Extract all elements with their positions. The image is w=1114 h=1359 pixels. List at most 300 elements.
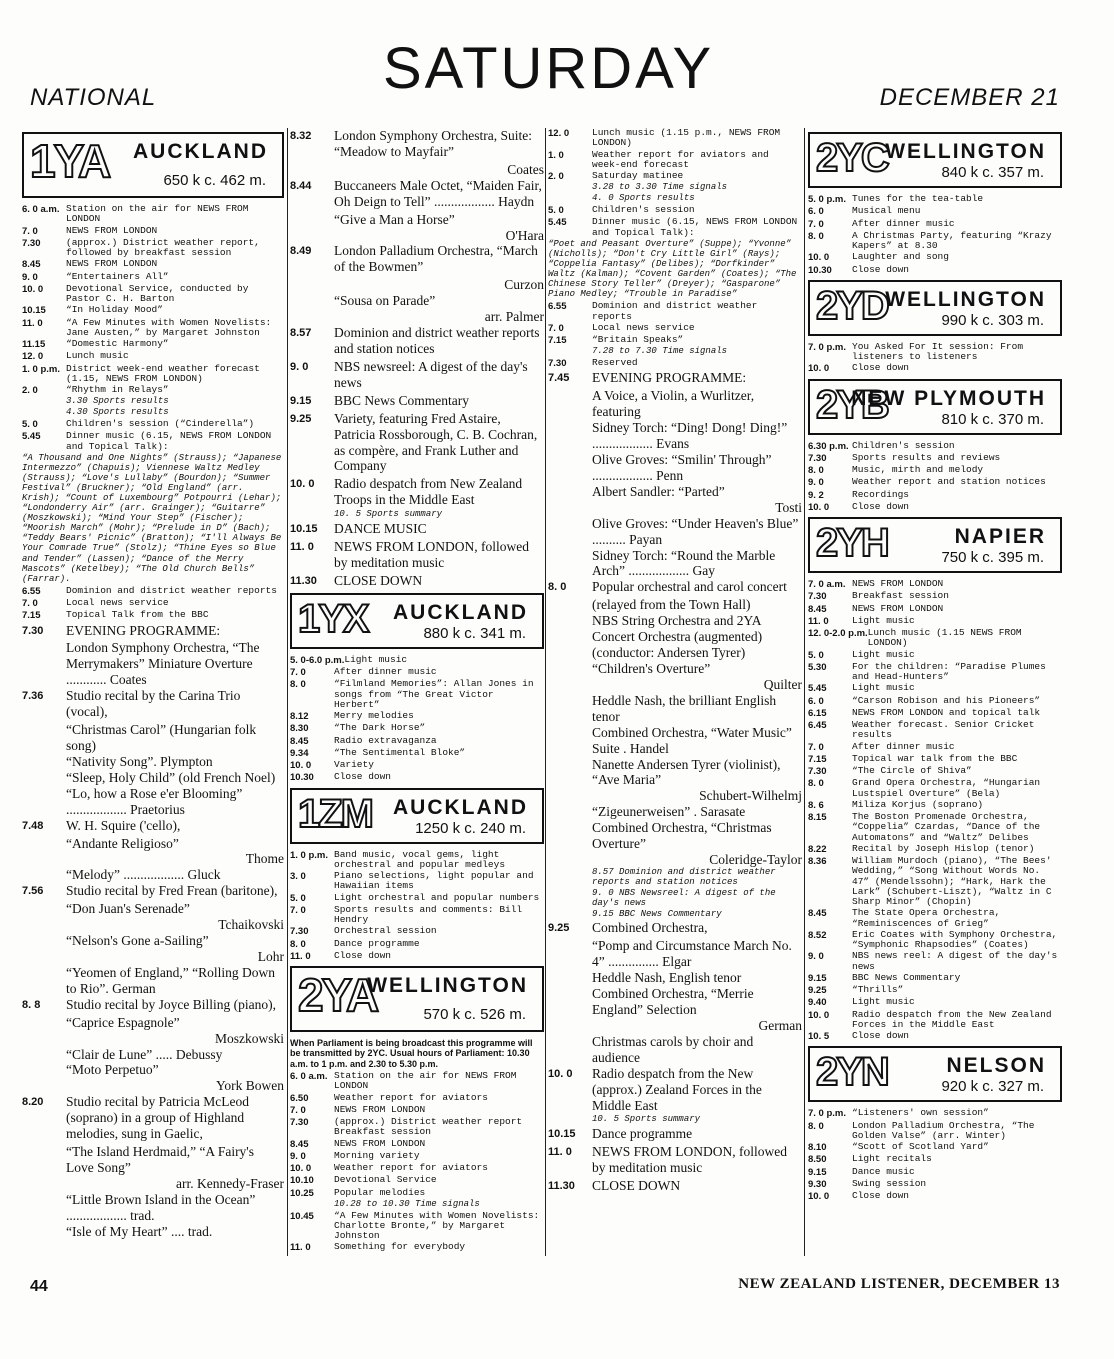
- entry-description: W. H. Squire ('cello),: [66, 817, 181, 833]
- programme-item: NBS String Orchestra and 2YA Concert Orchestra (augmented): [592, 613, 763, 645]
- schedule-entry: [290, 1139, 544, 1150]
- schedule-entry: [808, 502, 1062, 513]
- schedule-entry: [808, 206, 1062, 217]
- schedule-entry: [548, 1066, 802, 1114]
- entry-time: 8. 0: [808, 465, 824, 476]
- entry-description: Miliza Korjus (soprano): [852, 798, 984, 810]
- schedule-note: 10.28 to 10.30 Time signals: [334, 1198, 480, 1209]
- schedule-entry: [808, 1167, 1062, 1178]
- entry-time: 5. 0: [548, 205, 564, 217]
- entry-time: 8.32: [290, 130, 312, 142]
- schedule-entry: [22, 272, 284, 283]
- entry-time: 8.22: [808, 843, 827, 855]
- entry-description: Light music: [852, 996, 915, 1008]
- entry-time: 9.25: [808, 985, 827, 996]
- schedule-entry: [22, 688, 284, 720]
- entry-time: 7.45: [548, 372, 570, 385]
- schedule-entry: [548, 323, 802, 334]
- schedule-entry: [808, 997, 1062, 1008]
- schedule-entry: [290, 393, 544, 409]
- station-call-sign: 2YD: [816, 283, 888, 328]
- programme-item: “Nelson's Gone a-Sailing”: [66, 933, 209, 949]
- entry-description: (approx.) District weather report Breakfast session: [334, 1116, 523, 1138]
- schedule-entry: [290, 1175, 544, 1186]
- schedule-entry: [290, 476, 544, 508]
- entry-description: Local news service: [592, 321, 695, 333]
- entry-description: “The Sentimental Bloke”: [334, 746, 466, 758]
- column-divider: [287, 128, 288, 1256]
- schedule-entry: [548, 920, 802, 936]
- schedule-entry: [22, 226, 284, 237]
- programme-item: Heddle Nash, the brilliant English tenor: [592, 692, 777, 724]
- schedule-list: [808, 579, 1062, 1042]
- entry-description: London Symphony Orchestra, Suite: “Meadow to Mayfair”: [334, 128, 532, 159]
- station-call-sign: 2YA: [298, 969, 378, 1022]
- schedule-entry: [290, 871, 544, 892]
- station-banner-2yh: [808, 517, 1062, 573]
- entry-description: “Scott of Scotland Yard”: [852, 1141, 989, 1152]
- entry-description: Station on the air for NEWS FROM LONDON: [334, 1070, 517, 1092]
- schedule-entry: [548, 301, 802, 322]
- entry-description: Topical Talk from the BBC: [66, 609, 209, 621]
- entry-description: CLOSE DOWN: [592, 1178, 681, 1194]
- column-2: [290, 128, 544, 1255]
- programme-item: “Isle of My Heart” .... trad.: [66, 1223, 213, 1239]
- schedule-note: 3.30 Sports results: [66, 396, 169, 407]
- schedule-entry: [808, 194, 1062, 205]
- schedule-entry: [290, 926, 544, 937]
- schedule-entry: [808, 1142, 1062, 1153]
- entry-description: “Thrills”: [852, 984, 904, 995]
- entry-time: 7. 0: [290, 1104, 306, 1116]
- entry-description: Weather report for aviators: [334, 1162, 488, 1174]
- station-city: NEW PLYMOUTH: [851, 386, 1046, 410]
- programme-item: “Ave Maria”: [592, 772, 662, 788]
- station-banner-1zm: [290, 788, 544, 844]
- schedule-entry: [22, 318, 284, 339]
- schedule-entry: [290, 748, 544, 759]
- programme-item: “Nativity Song”. Plympton: [66, 753, 213, 769]
- schedule-entry: [808, 908, 1062, 929]
- schedule-entry: [22, 204, 284, 225]
- schedule-entry: [808, 604, 1062, 615]
- entry-time: 7. 0: [808, 741, 824, 753]
- entry-description: Weather report for aviators and week-end forecast: [592, 148, 769, 170]
- schedule-entry: [808, 441, 1062, 452]
- entry-description: Close down: [852, 1190, 910, 1201]
- entry-description: Sports results and comments: Bill Hendry: [334, 903, 523, 926]
- entry-time: 12. 0-2.0 p.m.: [808, 628, 868, 639]
- date-label: DECEMBER 21: [879, 84, 1060, 111]
- schedule-entry: [548, 1178, 802, 1194]
- entry-time: 9.15: [808, 1166, 827, 1178]
- station-banner-2yn: [808, 1046, 1062, 1102]
- schedule-note: 8.57 Dominion and district weather reports and station notices: [592, 866, 776, 887]
- page-number: 44: [30, 1278, 48, 1295]
- entry-description: Studio recital by the Carina Trio (vocal),: [66, 688, 241, 720]
- schedule-list: [808, 1108, 1062, 1202]
- entry-description: Laughter and song: [852, 251, 949, 263]
- schedule-entry: [22, 259, 284, 270]
- schedule-entry: [22, 586, 284, 597]
- schedule-note: 9. 0 NBS Newsreel: A digest of the day's news: [592, 887, 776, 908]
- entry-time: 11. 0: [22, 317, 43, 329]
- entry-time: 10.30: [808, 264, 832, 276]
- schedule-entry: [808, 490, 1062, 501]
- entry-description: “The Circle of Shiva”: [852, 765, 972, 776]
- entry-description: Children's session: [592, 204, 695, 216]
- entry-description: Popular melodies: [334, 1186, 426, 1198]
- schedule-entry: [290, 1163, 544, 1174]
- column-divider: [804, 128, 805, 1256]
- entry-time: 2. 0: [22, 385, 38, 396]
- entry-description: William Murdoch (piano), “The Bees' Wedding,” “Song Without Words No. 47” (Mendelssohn); “Hark, Hark the Lark” (Schubert-Liszt), “Waltz in C Sharp Minor” (Chopin): [852, 855, 1052, 907]
- schedule-entry: [22, 598, 284, 609]
- entry-description: NEWS FROM LONDON: [334, 1103, 426, 1115]
- schedule-entry: [808, 616, 1062, 627]
- entry-time: 9.30: [808, 1178, 827, 1190]
- entry-time: 9. 2: [808, 489, 824, 501]
- schedule-entry: [22, 419, 284, 430]
- station-banner-1ya: [22, 132, 284, 198]
- entry-description: Dominion and district weather reports: [66, 584, 277, 596]
- entry-description: Weather forecast. Senior Cricket results: [852, 719, 1035, 741]
- schedule-entry: [22, 385, 284, 396]
- entry-description: NEWS FROM LONDON: [66, 224, 158, 236]
- programme-item: Sidney Torch: “Ding! Dong! Ding!” .................. Evans: [592, 420, 788, 452]
- programme-item: London Symphony Orchestra, “The Merrymakers” Miniature Overture ............ Coates: [66, 640, 260, 688]
- schedule-entry: [290, 1242, 544, 1253]
- column-3: [548, 128, 802, 1196]
- composer-credit: Tosti: [775, 499, 802, 515]
- entry-time: 9.15: [290, 394, 312, 407]
- schedule-entry: [290, 325, 544, 357]
- schedule-entry: [808, 628, 1062, 649]
- entry-time: 8.10: [808, 1142, 827, 1153]
- entry-time: 8. 0: [290, 938, 306, 950]
- schedule-note: 10. 5 Sports summary: [334, 509, 443, 520]
- entry-description: Popular orchestral and carol concert: [592, 579, 787, 595]
- schedule-entry: [22, 623, 284, 639]
- schedule-entry: [808, 696, 1062, 707]
- schedule-entry: [22, 364, 284, 385]
- entry-time: 10.10: [290, 1175, 314, 1187]
- schedule-entry: [290, 178, 544, 210]
- entry-description: Devotional Service, conducted by Pastor C. H. Barton: [66, 282, 249, 304]
- schedule-entry: [22, 883, 284, 899]
- entry-description: Variety, featuring Fred Astaire, Patricia Rossborough, C. B. Cochran, as compère, and Frank Luther and Company: [334, 410, 538, 474]
- schedule-list: [808, 441, 1062, 514]
- entry-time: 7.30: [808, 591, 827, 603]
- entry-time: 8. 0: [290, 679, 306, 691]
- station-call-sign: 2YB: [816, 382, 888, 427]
- entry-time: 10. 0: [808, 252, 830, 264]
- composer-credit: Lohr: [257, 948, 284, 964]
- column-4: [808, 128, 1062, 1203]
- station-frequency: 570 k c. 526 m.: [423, 1006, 526, 1024]
- schedule-entry: [290, 772, 544, 783]
- entry-description: Breakfast session: [852, 590, 949, 602]
- entry-time: 1. 0 p.m.: [290, 849, 329, 861]
- schedule-entry: [548, 370, 802, 386]
- entry-description: After dinner music: [852, 740, 955, 752]
- schedule-entry: [22, 305, 284, 316]
- programme-item: Olive Groves: “Under Heaven's Blue” .......... Payan: [592, 515, 799, 547]
- entry-description: “Britain Speaks”: [592, 334, 684, 345]
- composer-credit: Coates: [507, 161, 544, 177]
- entry-description: Dominion and district weather reports and station notices: [334, 325, 540, 356]
- entry-description: Merry melodies: [334, 710, 414, 722]
- entry-time: 5. 0: [22, 419, 38, 431]
- entry-description: Light music: [852, 648, 915, 660]
- schedule-entry: [290, 951, 544, 962]
- entry-description: Lunch music: [66, 350, 129, 362]
- programme-item: Christmas carols by choir and audience: [592, 1033, 754, 1065]
- evening-programme: [22, 623, 284, 1240]
- entry-time: 10. 0: [808, 363, 830, 375]
- schedule-entry: [808, 342, 1062, 363]
- entry-time: 9.40: [808, 997, 827, 1009]
- entry-time: 10. 5: [808, 1031, 830, 1042]
- station-frequency: 750 k c. 395 m.: [941, 549, 1044, 566]
- entry-time: 8.52: [808, 929, 827, 941]
- schedule-entry: [808, 844, 1062, 855]
- entry-time: 9. 0: [808, 477, 824, 489]
- entry-time: 12. 0: [548, 128, 570, 139]
- schedule-entry: [290, 573, 544, 589]
- entry-description: “In Holiday Mood”: [66, 304, 163, 316]
- station-banner-2yc: [808, 132, 1062, 188]
- entry-description: For the children: “Paradise Plumes and Head-Hunters”: [852, 660, 1046, 682]
- entry-description: NEWS FROM LONDON, followed by meditation music: [334, 539, 529, 570]
- entry-time: 8.44: [290, 179, 312, 192]
- schedule-entry: [22, 818, 284, 834]
- entry-description: Close down: [852, 263, 910, 275]
- entry-description: CLOSE DOWN: [334, 572, 423, 588]
- entry-description: Studio recital by Joyce Billing (piano),: [66, 996, 276, 1012]
- entry-time: 12. 0: [22, 351, 44, 363]
- entry-time: 7. 0: [808, 218, 824, 230]
- entry-time: 10. 0: [290, 478, 315, 491]
- entry-description: Saturday matinee: [592, 170, 684, 181]
- entry-description: DANCE MUSIC: [334, 521, 427, 537]
- entry-time: 5.45: [808, 683, 827, 695]
- entry-description: NEWS FROM LONDON: [852, 578, 944, 589]
- station-city: WELLINGTON: [885, 140, 1046, 163]
- station-banner-1yx: [290, 593, 544, 649]
- entry-description: Radio extravaganza: [334, 734, 437, 746]
- schedule-entry: [808, 766, 1062, 777]
- entry-time: 5.30: [808, 661, 827, 673]
- entry-time: 11.30: [290, 574, 317, 587]
- entry-time: 7.30: [808, 766, 827, 777]
- entry-time: 10.15: [548, 1128, 576, 1141]
- schedule-entry: [548, 335, 802, 346]
- entry-time: 5.45: [22, 431, 41, 443]
- station-banner-2yb: [808, 379, 1062, 435]
- schedule-entry: [290, 1105, 544, 1116]
- schedule-entry: [808, 856, 1062, 907]
- entry-description: Music, mirth and melody: [852, 464, 984, 475]
- entry-time: 10.45: [290, 1210, 314, 1222]
- entry-time: 11. 0: [290, 541, 314, 554]
- station-frequency: 840 k c. 357 m.: [941, 164, 1044, 181]
- programme-item: “Zigeunerweisen” . Sarasate: [592, 804, 746, 820]
- entry-time: 9.25: [548, 922, 570, 935]
- entry-description: The Boston Promenade Orchestra, “Coppelia” Czardas, “Dance of the Automatons” and “Waltz” Delibes: [852, 811, 1041, 843]
- schedule-entry: [548, 579, 802, 595]
- entry-time: 7. 0: [22, 598, 38, 610]
- schedule-entry: [548, 128, 802, 149]
- entry-description: Buccaneers Male Octet, “Maiden Fair, Oh Deign to Tell” .................. Haydn: [334, 177, 542, 209]
- entry-description: Dance programme: [334, 937, 420, 949]
- schedule-entry: [808, 951, 1062, 972]
- entry-description: Sports results and reviews: [852, 451, 1001, 463]
- dinner-music-list: “A Thousand and One Nights” (Strauss); “Japanese Intermezzo” (Chapuis); Viennese Waltz Medley (Strauss); “Love's Lullaby” (Bourdon); “Summer Festival” (Bruckner); “Old England” (arr. Krish); “Count of Luxembourg” Potpourri (Lehar); “Londonderry Air” (arr. Grainger); “Guitarre” (Moszkowski); “Mind Your Step” (Fischer); “Moorish March” (Mohr); “Prelude in D” (Bach); “Teddy Bears' Picnic” (Bratton); “I'll Always Be Your Comrade True” (Stolz); “Thine Eyes so Blue and Tender” (Lassen); “Dance of the Merry Mascots” (Ketelbey); “The Old Church Bells” (Farrar).: [22, 452, 282, 584]
- entry-time: 5. 0 p.m.: [808, 194, 847, 205]
- schedule-entry: [808, 650, 1062, 661]
- entry-description: Something for everybody: [334, 1241, 466, 1253]
- entry-time: 8.57: [290, 327, 312, 340]
- entry-description: Topical war talk from the BBC: [852, 752, 1018, 764]
- entry-description: Close down: [334, 949, 392, 961]
- entry-time: 7. 0 a.m.: [808, 579, 846, 590]
- entry-description: Eric Coates with Symphony Orchestra, “Symphonic Rhapsodies” (Coates): [852, 928, 1058, 950]
- entry-time: 7.15: [548, 335, 567, 346]
- entry-time: 7. 0: [548, 322, 564, 334]
- entry-time: 5. 0: [290, 892, 306, 904]
- schedule-entry: [22, 610, 284, 621]
- entry-time: 10. 0: [808, 501, 830, 513]
- entry-description: Light music: [852, 682, 915, 694]
- programme-item: Olive Groves: “Smilin' Through” .................. Penn: [592, 452, 772, 483]
- entry-description: Dinner music (6.15, NEWS FROM LONDON and Topical Talk):: [592, 216, 798, 238]
- composer-credit: Moszkowski: [214, 1030, 284, 1046]
- entry-time: 8.36: [808, 856, 827, 867]
- entry-description: Dance programme: [592, 1126, 693, 1142]
- entry-description: Light music: [344, 653, 408, 665]
- schedule-entry: [808, 683, 1062, 694]
- schedule-entry: [290, 243, 544, 275]
- entry-time: 6.55: [548, 301, 567, 313]
- evening-programme-continued: [290, 128, 544, 589]
- schedule-note: 9.15 BBC News Commentary: [592, 908, 722, 919]
- schedule-entry: [808, 930, 1062, 951]
- composer-credit: arr. Kennedy-Fraser: [176, 1175, 284, 1191]
- entry-description: “A Few Minutes with Women Novelists: Charlotte Bronte,” by Margaret Johnston: [334, 1209, 540, 1242]
- entry-time: 11. 0: [290, 1242, 311, 1254]
- composer-credit: Coleridge-Taylor: [709, 852, 802, 868]
- entry-description: Close down: [334, 771, 392, 783]
- entry-description: Variety: [334, 759, 374, 771]
- entry-description: “Carson Robison and his Pioneers”: [852, 694, 1041, 706]
- entry-description: NEWS FROM LONDON and topical talk: [852, 706, 1041, 718]
- programme-item: Combined Orchestra, “Water Music” Suite . Handel: [592, 724, 792, 756]
- entry-description: Grand Opera Orchestra, “Hungarian Lustspiel Overture” (Bela): [852, 777, 1041, 799]
- schedule-entry: [290, 411, 544, 475]
- schedule-entry: [808, 708, 1062, 719]
- entry-time: 10. 0: [548, 1067, 573, 1080]
- programme-item: “Clair de Lune” ..... Debussy: [66, 1046, 223, 1062]
- entry-description: Lunch music (1.15 p.m., NEWS FROM LONDON): [592, 127, 781, 149]
- entry-description: EVENING PROGRAMME:: [66, 622, 221, 638]
- entry-description: “The Dark Horse”: [334, 722, 426, 734]
- entry-description: Close down: [852, 500, 910, 512]
- programme-item: “Melody” .................. Gluck: [66, 867, 221, 883]
- entry-time: 10.25: [290, 1187, 314, 1199]
- composer-credit: O'Hara: [505, 227, 544, 243]
- entry-time: 6. 0 a.m.: [22, 204, 60, 215]
- schedule-entry: [290, 667, 544, 678]
- station-city: AUCKLAND: [133, 140, 268, 163]
- schedule-entry: [808, 579, 1062, 590]
- entry-time: 8.30: [290, 723, 309, 735]
- schedule-list: [290, 850, 544, 963]
- schedule-list: [290, 1071, 544, 1254]
- entry-description: Reserved: [592, 357, 638, 369]
- schedule-notes: [22, 397, 284, 418]
- entry-description: Dance music: [852, 1165, 915, 1177]
- entry-description: Radio despatch from New Zealand Troops in the Middle East: [334, 476, 523, 508]
- station-call-sign: 2YN: [816, 1050, 888, 1095]
- station-frequency: 1250 k c. 240 m.: [415, 819, 526, 837]
- entry-description: BBC News Commentary: [852, 971, 961, 983]
- entry-time: 1. 0 p.m.: [22, 363, 61, 375]
- programme-item: Nanette Andersen Tyrer (violinist),: [592, 756, 781, 772]
- composer-credit: arr. Palmer: [484, 309, 544, 325]
- composer-credit: German: [758, 1017, 802, 1033]
- entry-time: 9.34: [290, 747, 309, 759]
- schedule-entry: [22, 1094, 284, 1142]
- schedule-note: 3.28 to 3.30 Time signals: [592, 182, 728, 193]
- entry-description: Recordings: [852, 488, 910, 500]
- entry-time: 8. 8: [22, 998, 41, 1011]
- programme-item: “Children's Overture”: [592, 660, 711, 676]
- schedule-entry: [290, 905, 544, 926]
- station-city: WELLINGTON: [367, 974, 528, 998]
- entry-description: Children's session (“Cinderella”): [66, 418, 255, 430]
- entry-time: 9. 0: [290, 360, 309, 373]
- entry-time: 8. 0: [548, 581, 567, 594]
- schedule-entry: [808, 265, 1062, 276]
- entry-time: 9. 0: [808, 951, 824, 963]
- programme-item: Combined Orchestra, “Christmas Overture”: [592, 820, 772, 852]
- evening-programme: [548, 370, 802, 1194]
- schedule-entry: [808, 778, 1062, 799]
- schedule-note: 4.30 Sports results: [66, 407, 169, 418]
- entry-time: 8. 0: [808, 230, 824, 242]
- entry-time: 11.30: [548, 1180, 575, 1193]
- entry-description: The State Opera Orchestra, “Reminiscences of Grieg”: [852, 907, 1001, 929]
- entry-description: Children's session: [852, 439, 955, 451]
- entry-time: 9.25: [290, 412, 312, 425]
- schedule-list: [22, 204, 284, 396]
- schedule-entry: [808, 800, 1062, 811]
- schedule-entry: [290, 1093, 544, 1104]
- station-banner-2ya: [290, 966, 544, 1032]
- station-call-sign: 1YA: [30, 135, 110, 187]
- station-city: NELSON: [946, 1054, 1046, 1078]
- entry-description: Combined Orchestra,: [592, 920, 708, 936]
- entry-time: 10.15: [22, 305, 46, 317]
- entry-description: EVENING PROGRAMME:: [592, 370, 747, 386]
- schedule-entry: [808, 812, 1062, 843]
- entry-time: 7.36: [22, 690, 44, 703]
- column-divider: [545, 128, 546, 1256]
- schedule-entry: [290, 736, 544, 747]
- schedule-entry: [22, 238, 284, 259]
- entry-description: Light music: [852, 614, 915, 626]
